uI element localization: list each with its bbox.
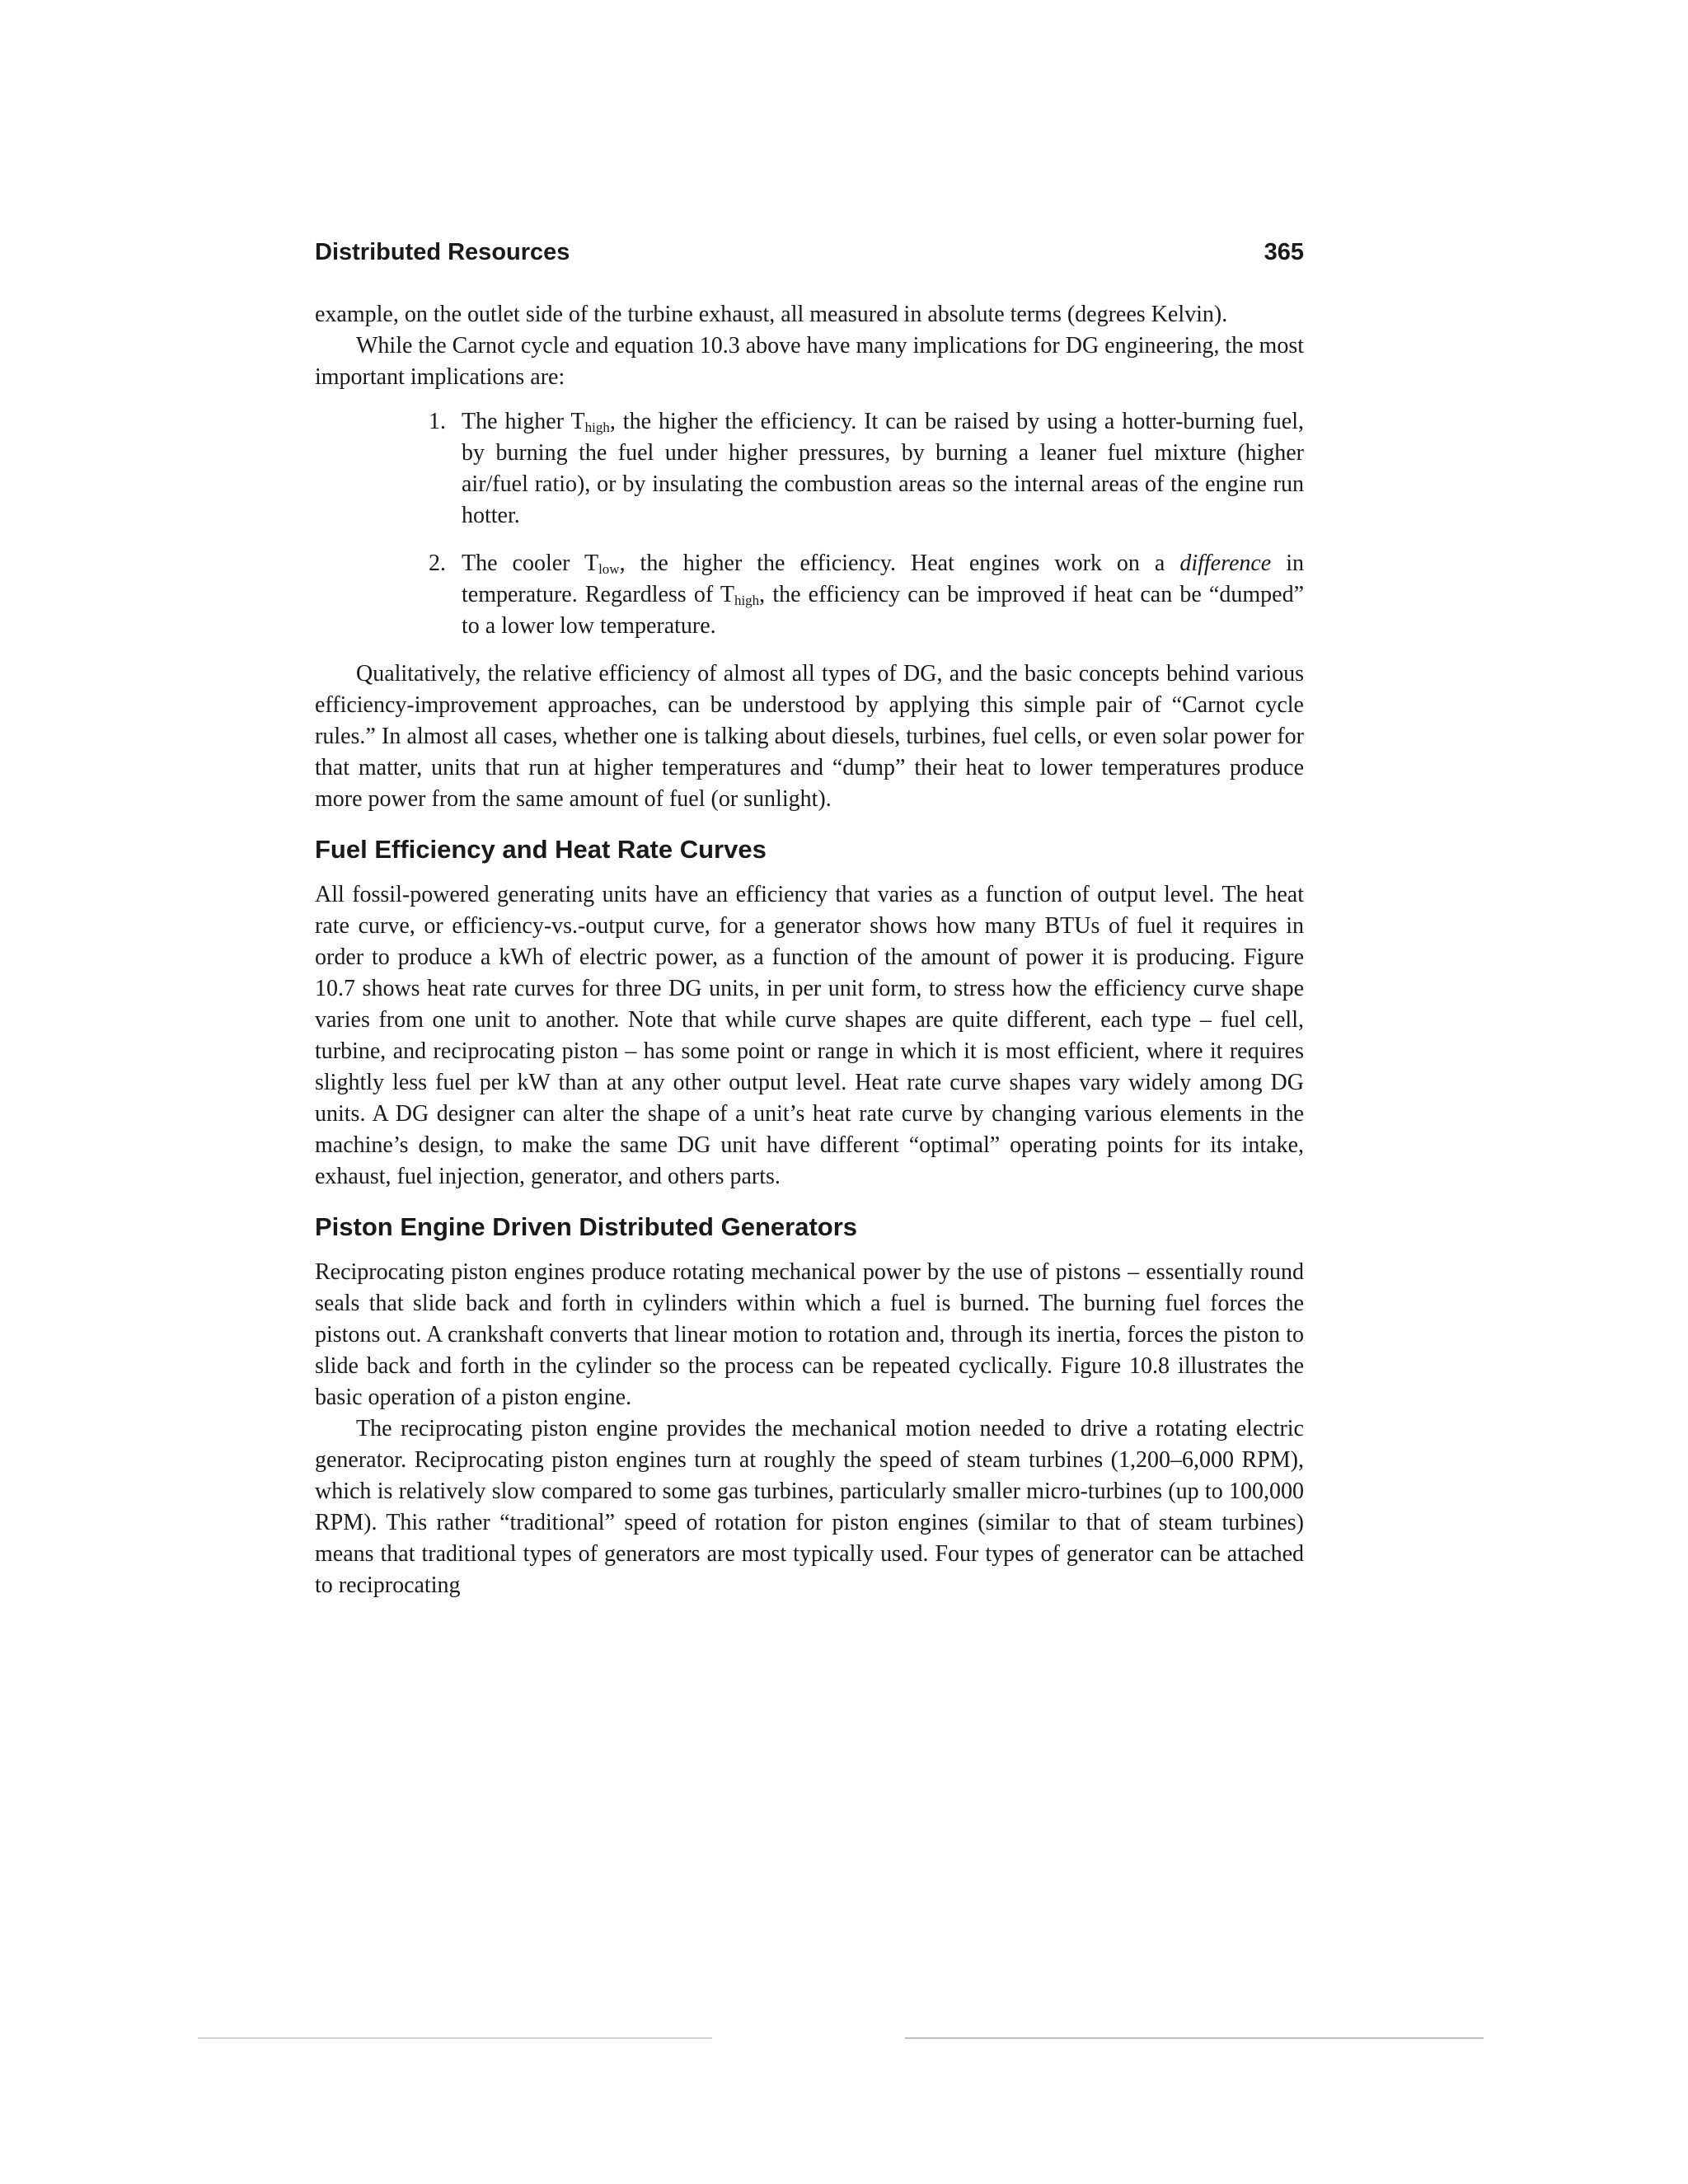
body-text (315, 299, 1304, 1601)
list-item-text: in temperature. Regardless of T (462, 551, 1304, 607)
book-page (315, 239, 1304, 1601)
paragraph-piston-generator: The reciprocating piston engine provides the mechanical motion needed to drive a rotating electric generator. Reciprocating piston engines turn at roughly the speed of steam turbines (1,200–6,000 RPM), which is relatively slow compared to some gas turbines, particularly smaller micro-turbines (up to 100,000 RPM). This rather “traditional” speed of rotation for piston engines (similar to that of steam turbines) means that traditional types of generators are most typically used. Four types of generator can be attached to reciprocating (315, 1416, 1304, 1598)
list-item-text: , the higher the efficiency. Heat engines work on a (619, 551, 1180, 576)
running-header (315, 239, 1304, 266)
list-item-text: The cooler T (462, 551, 599, 576)
subscript: high (584, 419, 610, 435)
list-item-text: , the higher the efficiency. It can be raised by using a hotter-burning fuel, by burning the fuel under higher pressures, by burning a leaner fuel mixture (higher air/fuel ratio), or by insulating the combustion areas so the internal areas of the engine run hotter. (462, 409, 1304, 528)
list-item-text: The higher T (462, 409, 585, 434)
paragraph-piston-basics: Reciprocating piston engines produce rotating mechanical power by the use of pistons – essentially round seals that slide back and forth in cylinders within which a fuel is burned. The burning fuel forces the pistons out. A crankshaft converts that linear motion to rotation and, through its inertia, forces the piston to slide back and forth in the cylinder so the process can be repeated cyclically. Figure 10.8 illustrates the basic operation of a piston engine. (315, 1259, 1304, 1410)
paragraph-carnot-implications: While the Carnot cycle and equation 10.3 above have many implications for DG engineering, the most important implications are: (315, 333, 1304, 390)
section-heading-piston-engine: Piston Engine Driven Distributed Generators (315, 1212, 858, 1241)
scan-artifact-line (198, 2037, 1484, 2039)
paragraph-continuation: example, on the outlet side of the turbine exhaust, all measured in absolute terms (degrees Kelvin). (315, 302, 1228, 327)
subscript: low (598, 561, 620, 577)
paragraph-qualitative: Qualitatively, the relative efficiency of almost all types of DG, and the basic concepts behind various efficiency-improvement approaches, can be understood by applying this simple pair of “Carnot cycle rules.” In almost all cases, whether one is talking about diesels, turbines, fuel cells, or even solar power for that matter, units that run at higher temperatures and “dump” their heat to lower temperatures produce more power from the same amount of fuel (or sunlight). (315, 661, 1304, 812)
section-title: Distributed Resources (315, 239, 570, 265)
list-item-text: , the efficiency can be improved if heat can be “dumped” to a lower low temperature. (462, 582, 1304, 639)
implications-list (315, 406, 1304, 642)
subscript: high (734, 593, 760, 608)
section-heading-fuel-efficiency: Fuel Efficiency and Heat Rate Curves (315, 835, 767, 864)
list-item-number: 2. (429, 551, 446, 576)
list-item (429, 406, 1304, 532)
list-item-number: 1. (429, 409, 446, 434)
page-number: 365 (1264, 239, 1304, 265)
paragraph-heat-rate: All fossil-powered generating units have an efficiency that varies as a function of output level. The heat rate curve, or efficiency-vs.-output curve, for a generator shows how many BTUs of fuel it requires in order to produce a kWh of electric power, as a function of the amount of power it is producing. Figure 10.7 shows heat rate curves for three DG units, in per unit form, to stress how the efficiency curve shape varies from one unit to another. Note that while curve shapes are quite different, each type – fuel cell, turbine, and reciprocating piston – has some point or range in which it is most efficient, where it requires slightly less fuel per kW than at any other output level. Heat rate curve shapes vary widely among DG units. A DG designer can alter the shape of a unit’s heat rate curve by changing various elements in the machine’s design, to make the same DG unit have different “optimal” operating points for its intake, exhaust, fuel injection, generator, and others parts. (315, 882, 1304, 1189)
list-item (429, 548, 1304, 642)
emphasis-text: difference (1179, 551, 1272, 576)
